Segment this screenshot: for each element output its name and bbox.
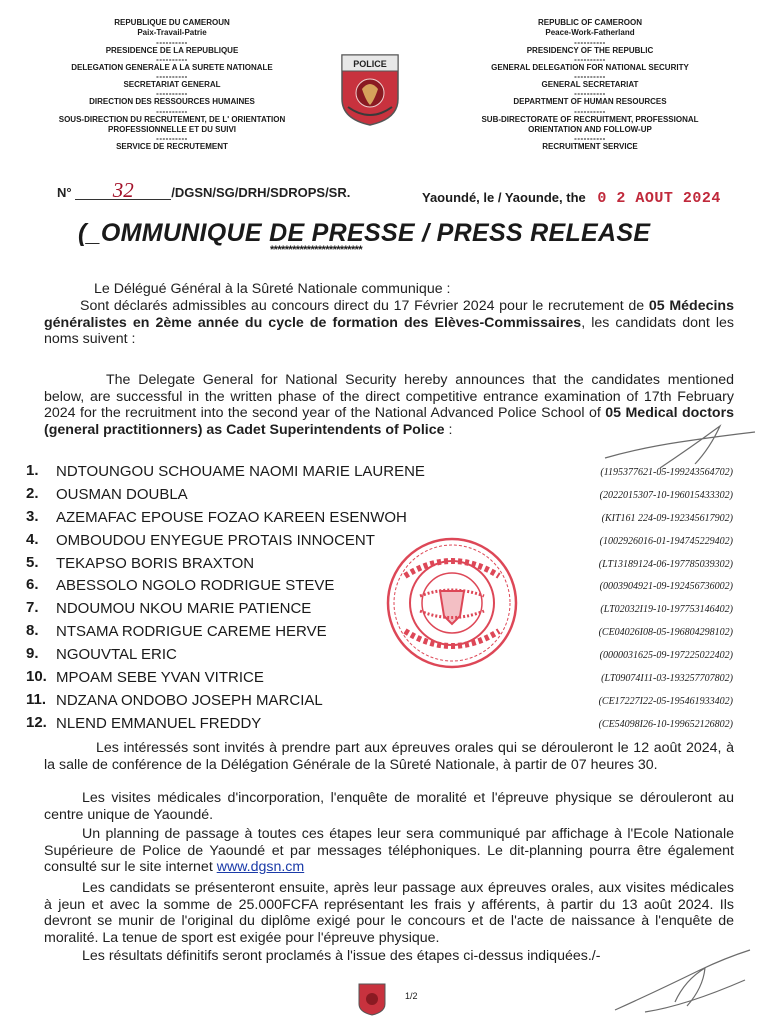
en-intro-text: The Delegate General for National Security hereby announces that the candidates mentioned below, are successful in the written phase of the direct competitive entrance examination of 17th February 2024 for the recruitment into the second year of the National Advanced Police School of (44, 372, 734, 421)
separator: ---------- (156, 54, 188, 64)
candidate-code: (1002926016-01-194745229402) (599, 535, 733, 547)
header-left-line: SERVICE DE RECRUTEMENT (116, 142, 228, 152)
candidate-name: OMBOUDOU ENYEGUE PROTAIS INNOCENT (56, 531, 375, 549)
candidate-code: (KIT161 224-09-192345617902) (601, 512, 733, 524)
header-left-line: PRESIDENCE DE LA REPUBLIQUE (105, 45, 239, 55)
separator: ---------- (156, 89, 188, 99)
reference-prefix: N° (57, 185, 72, 200)
emblem-label: POLICE (353, 59, 387, 69)
candidate-name: AZEMAFAC EPOUSE FOZAO KAREEN ESENWOH (56, 508, 407, 526)
police-emblem-icon (338, 49, 402, 127)
item-number: 1. (26, 462, 39, 479)
header-right-line: ORIENTATION AND FOLLOW-UP (528, 125, 652, 135)
header-right-motto: Peace-Work-Fatherland (545, 28, 635, 38)
item-number: 2. (26, 484, 39, 502)
candidate-name: MPOAM SEBE YVAN VITRICE (56, 669, 264, 687)
paragraph-planning (44, 826, 734, 876)
date-label: Yaoundé, le / Yaounde, the (422, 190, 586, 205)
candidate-code: (0003904921-09-192456736002) (599, 581, 733, 593)
en-intro-bold: 05 Medical doctors (general practitionners) as Cadet Superintendents of Police (44, 405, 734, 438)
separator: ---------- (156, 37, 188, 47)
fr-intro-text-end: , les candidats dont les noms suivent : (44, 314, 735, 347)
candidate-code: (1195377621-05-199243564702) (600, 467, 733, 478)
date-line (422, 190, 721, 207)
header-left-line: DELEGATION GENERALE A LA SURETE NATIONALE (71, 62, 273, 72)
header-left-line: PROFESSIONNELLE ET DU SUIVI (107, 125, 236, 135)
candidate-name: NDOUMOU NKOU MARIE PATIENCE (56, 600, 312, 618)
title-underline-stars: ************************* (270, 244, 363, 256)
candidate-name: NGOUVTAL ERIC (56, 646, 177, 664)
candidate-name: NLEND EMMANUEL FREDDY (56, 714, 262, 732)
header-right-line: PRESIDENCY OF THE REPUBLIC (526, 45, 654, 55)
official-seal-stamp (385, 536, 520, 671)
item-number: 10. (26, 668, 47, 686)
reference-number: 32 (75, 182, 171, 200)
candidate-name: TEKAPSO BORIS BRAXTON (56, 554, 255, 572)
list-item (26, 714, 746, 737)
candidate-code: (LT13189124-06-197785039302) (598, 558, 733, 570)
separator: ---------- (156, 72, 188, 82)
page-number: 1/2 (405, 991, 418, 1001)
separator: ---------- (156, 134, 188, 144)
header-left-line: SOUS-DIRECTION DU RECRUTEMENT, DE L' ORIENTATION (58, 114, 286, 124)
header-right-line: RECRUITMENT SERVICE (542, 142, 638, 152)
candidate-name: ABESSOLO NGOLO RODRIGUE STEVE (56, 577, 335, 595)
separator: ---------- (574, 89, 606, 99)
candidate-name: NDZANA ONDOBO JOSEPH MARCIAL (56, 691, 323, 709)
list-item (26, 485, 746, 508)
list-item (26, 668, 746, 691)
separator: ---------- (156, 106, 188, 116)
candidate-name: OUSMAN DOUBLA (56, 485, 188, 503)
paragraph-oral-exams: Les intéressés sont invités à prendre part aux épreuves orales qui se dérouleront le 12 août 2024, à la salle de conférence de la Délégation Générale de la Sûreté Nationale, à partir de 07 heures 30. (44, 740, 734, 773)
signature-mark (600, 418, 760, 478)
paragraph-candidates: Les candidats se présenteront ensuite, après leur passage aux épreuves orales, aux visites médicales à jeun et avec la somme de 25.000FCFA représentant les frais y afférents, à partir du 13 août 2024. Ils devront se munir de l'original du diplôme exigé pour le concours et de l'acte de naissance à l'enquête de moralité. La tenue de sport est exigée pour l'épreuve physique. (44, 880, 734, 946)
item-number: 9. (26, 645, 39, 663)
item-number: 6. (26, 576, 39, 594)
header-left-line: DIRECTION DES RESSOURCES HUMAINES (89, 97, 255, 107)
website-link[interactable]: www.dgsn.cm (216, 859, 305, 875)
item-number: 5. (26, 553, 39, 571)
candidate-code: (0000031625-09-197225022402) (599, 650, 733, 662)
header-left-motto: Paix-Travail-Patrie (137, 28, 207, 38)
header-right-line: REPUBLIC OF CAMEROON (538, 18, 642, 27)
item-number: 3. (26, 507, 39, 525)
separator: ---------- (574, 37, 606, 47)
footer-police-emblem-icon (357, 982, 387, 1016)
en-intro-text-end: : (444, 421, 453, 438)
paragraph-results: Les résultats définitifs seront proclamés à l'issue des étapes ci-dessus indiquées./- (82, 948, 601, 964)
separator: ---------- (574, 106, 606, 116)
item-number: 7. (26, 599, 39, 617)
header-left-line: SECRETARIAT GENERAL (123, 80, 221, 90)
header-right-line: DEPARTMENT OF HUMAN RESOURCES (513, 97, 667, 107)
header-right-line: SUB-DIRECTORATE OF RECRUITMENT, PROFESSIONAL (481, 114, 699, 124)
candidate-name: NDTOUNGOU SCHOUAME NAOMI MARIE LAURENE (56, 463, 425, 480)
header-right-line: GENERAL SECRETARIAT (541, 80, 639, 90)
header-left (22, 18, 322, 153)
candidate-code: (CE54098I26-10-199652126802) (598, 718, 733, 730)
fr-intro-paragraph (44, 298, 734, 348)
item-number: 12. (26, 713, 47, 731)
item-number: 4. (26, 530, 39, 548)
header-left-line: REPUBLIQUE DU CAMEROUN (114, 18, 230, 27)
signature-mark (605, 940, 755, 1020)
list-item (26, 508, 746, 531)
header-right-line: GENERAL DELEGATION FOR NATIONAL SECURITY (491, 62, 689, 72)
list-item (26, 691, 746, 714)
separator: ---------- (574, 54, 606, 64)
reference-suffix: /DGSN/SG/DRH/SDROPS/SR. (171, 185, 351, 200)
separator: ---------- (574, 72, 606, 82)
separator: ---------- (574, 134, 606, 144)
candidate-code: (2022015307-10-196015433302) (599, 489, 733, 501)
candidate-code: (CE17227I22-05-195461933402) (598, 695, 733, 707)
paragraph-medical-visits: Les visites médicales d'incorporation, l'enquête de moralité et l'épreuve physique se dérouleront au centre unique de Yaoundé. (44, 790, 734, 823)
fr-intro-bold: 05 Médecins généralistes en 2ème année du cycle de formation des Elèves-Commissaires (44, 298, 734, 331)
page-title: (_OMMUNIQUE DE PRESSE / PRESS RELEASE (78, 219, 651, 247)
fr-intro-line1: Le Délégué Général à la Sûreté Nationale communique : (94, 281, 451, 297)
candidate-code: (LT09074I11-03-193257707802) (601, 673, 733, 685)
candidate-code: (CE04026I08-05-196804298102) (598, 627, 733, 639)
candidate-code: (LT02032I19-10-197753146402) (600, 604, 733, 616)
reference-line (57, 178, 351, 202)
item-number: 11. (26, 690, 47, 708)
item-number: 8. (26, 622, 39, 640)
fr-intro-text: Sont déclarés admissibles au concours direct du 17 Février 2024 pour le recrutement de (80, 298, 649, 314)
candidate-name: NTSAMA RODRIGUE CAREME HERVE (56, 623, 327, 641)
header-right (445, 18, 735, 153)
planning-text: Un planning de passage à toutes ces étapes leur sera communiqué par affichage à l'Ecole Nationale Supérieure de Police de Yaoundé et par messages téléphoniques. Le dit-planning pourra être également consulté sur le site internet (44, 826, 734, 875)
date-stamp: 0 2 AOUT 2024 (597, 190, 721, 207)
